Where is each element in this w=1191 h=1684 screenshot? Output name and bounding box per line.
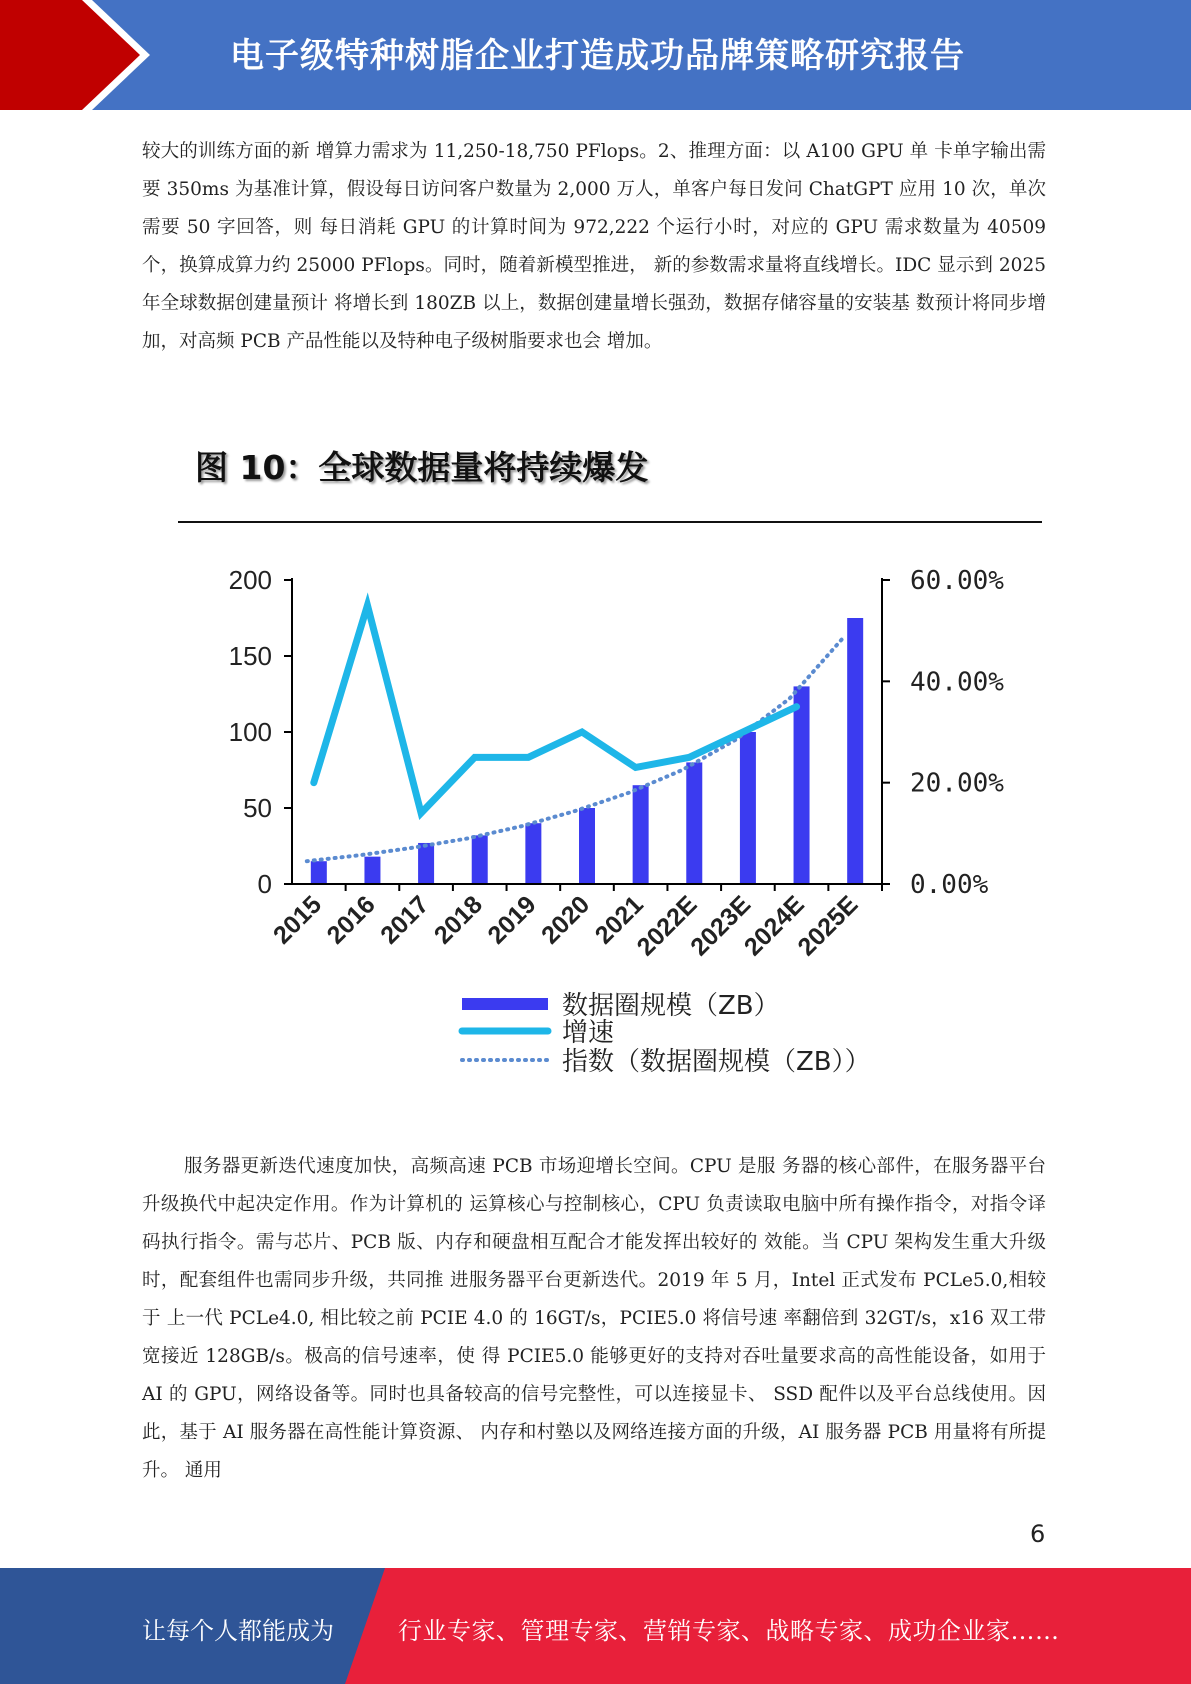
page-number: 6 [1030, 1520, 1046, 1548]
bar-2023E [740, 732, 756, 884]
left-tick-label: 150 [228, 641, 272, 671]
left-tick-label: 100 [228, 717, 272, 747]
x-tick-label: 2023E [685, 890, 757, 962]
intro-paragraph: 较大的训练方面的新 增算力需求为 11,250-18,750 PFlops。2、推理方面：以 A100 GPU 单 卡单字输出需要 350ms 为基准计算，假设每日访问客户数量为 2,000 万人，单客户每日发问 ChatGPT 应用 10 次，单次需要 50 字回答，则 每日消耗 GPU 的计算时间为 972,222 个运行小时，对应的 GPU 需求数量为 40509 个，换算成算力约 25000 PFlops。同时，随着新模型推进， 新的参数需求量将直线增长。IDC 显示到 2025 年全球数据创建量预计 将增长到 180ZB 以上，数据创建量增长强劲，数据存储容量的安装基 数预计将同步增加，对高频 PCB 产品性能以及特种电子级树脂要求也会 增加。 [142, 141, 1046, 352]
legend-label: 数据圈规模（ZB） [562, 991, 780, 1021]
x-tick-label: 2024E [738, 890, 810, 962]
x-tick-label: 2022E [631, 890, 703, 962]
x-tick-label: 2025E [792, 890, 864, 962]
chart-axes [229, 565, 1005, 961]
bar-series [311, 618, 863, 884]
bar-2022E [686, 762, 702, 884]
right-tick-label: 40.00% [910, 667, 1004, 698]
x-tick-label: 2021 [589, 890, 649, 950]
x-tick-label: 2019 [482, 890, 542, 950]
legend-label: 增速 [562, 1018, 615, 1048]
x-tick-label: 2015 [267, 890, 328, 950]
chart-legend [462, 991, 871, 1077]
bar-2021 [633, 785, 649, 884]
x-tick-label: 2018 [428, 890, 488, 950]
bar-2018 [472, 835, 488, 884]
figure-title: 图 10：全球数据量将持续爆发 [195, 448, 649, 487]
bar-2015 [311, 861, 327, 884]
right-tick-label: 60.00% [910, 566, 1004, 596]
bar-2016 [364, 857, 380, 884]
left-tick-label: 200 [228, 565, 272, 595]
bar-2024E [794, 686, 810, 884]
growth-line [314, 605, 797, 813]
x-tick-label: 2020 [536, 890, 596, 950]
footer-slogan-left: 让每个人都能成为 [142, 1617, 334, 1645]
footer-slogan-right: 行业专家、管理专家、营销专家、战略专家、成功企业家…… [398, 1617, 1060, 1645]
bar-2025E [847, 618, 863, 884]
bar-2017 [418, 843, 434, 884]
legend-swatch-bar [462, 998, 548, 1010]
x-tick-label: 2017 [375, 890, 435, 950]
server-paragraph: 服务器更新迭代速度加快，高频高速 PCB 市场迎增长空间。CPU 是服 务器的核心部件，在服务器平台升级换代中起决定作用。作为计算机的 运算核心与控制核心，CPU 负责读取电脑中所有操作指令，对指令译码执行指令。需与芯片、PCB 版、内存和硬盘相互配合才能发挥出较好的 效能。当 CPU 架构发生重大升级时，配套组件也需同步升级，共同推 进服务器平台更新迭代。2019 年 5 月，Intel 正式发布 PCLe5.0,相较于 上一代 PCLe4.0, 相比较之前 PCIE 4.0 的 16GT/s，PCIE5.0 将信号速 率翻倍到 32GT/s，x16 双工带宽接近 128GB/s。极高的信号速率，使 得 PCIE5.0 能够更好的支持对吞吐量要求高的高性能设备，如用于 AI 的 GPU，网络设备等。同时也具备较高的信号完整性，可以连接显卡、 SSD 配件以及平台总线使用。因此，基于 AI 服务器在高性能计算资源、 内存和村塾以及网络连接方面的升级，AI 服务器 PCB 用量将有所提升。 通用 [142, 1156, 1046, 1481]
left-tick-label: 50 [243, 793, 272, 823]
right-tick-label: 20.00% [910, 768, 1004, 799]
left-tick-label: 0 [257, 869, 272, 899]
bar-2020 [579, 808, 595, 884]
growth-series [314, 605, 797, 813]
x-tick-label: 2016 [321, 890, 381, 950]
legend-label: 指数（数据圈规模（ZB）） [562, 1047, 871, 1077]
right-tick-label: 0.00% [910, 870, 989, 900]
bar-2019 [525, 823, 541, 884]
report-title: 电子级特种树脂企业打造成功品牌策略研究报告 [230, 36, 965, 76]
